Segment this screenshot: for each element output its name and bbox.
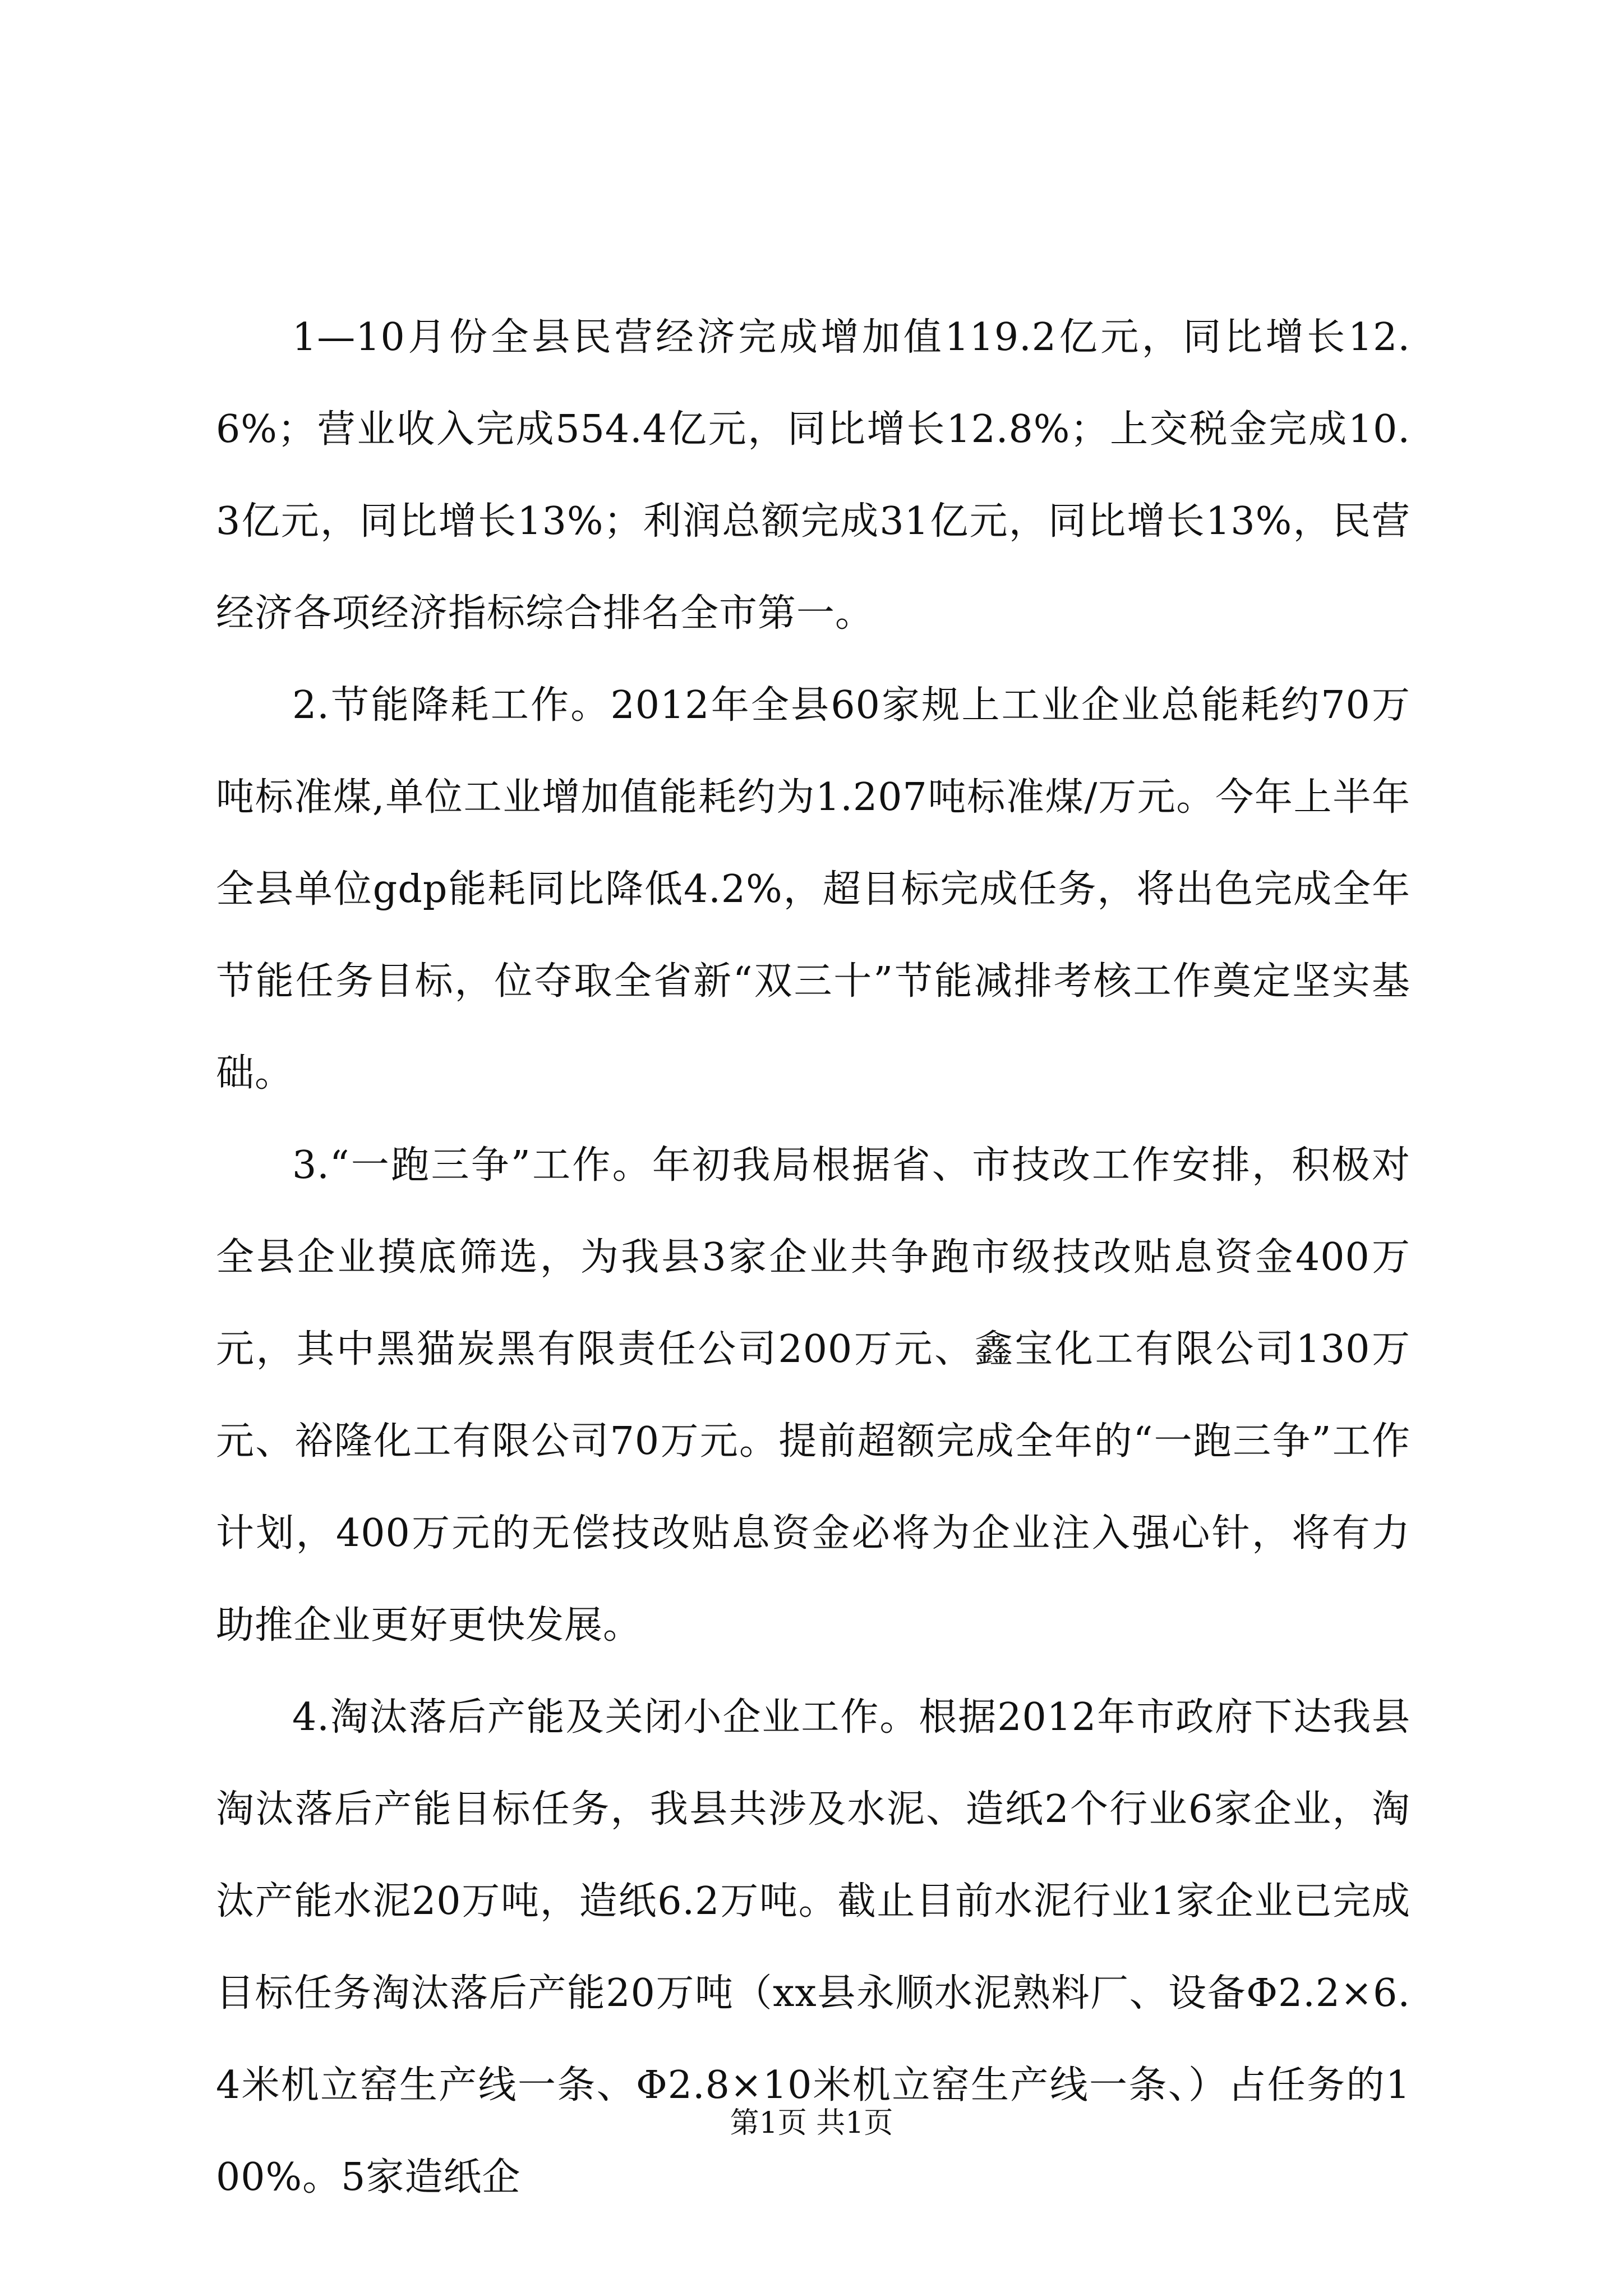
paragraph-2: 2.节能降耗工作。2012年全县60家规上工业企业总能耗约70万吨标准煤,单位工业增加值能耗约为1.207吨标准煤/万元。今年上半年全县单位gdp能耗同比降低4.2%，超目标完成任务，将出色完成全年节能任务目标，位夺取全省新“双三十”节能减排考核工作奠定坚实基础。	[216, 683, 1410, 1096]
paragraph-1: 1—10月份全县民营经济完成增加值119.2亿元，同比增长12.6%；营业收入完成554.4亿元，同比增长12.8%；上交税金完成10.3亿元，同比增长13%；利润总额完成31亿元，同比增长13%，民营经济各项经济指标综合排名全市第一。	[216, 315, 1410, 636]
paragraph-3: 3.“一跑三争”工作。年初我局根据省、市技改工作安排，积极对全县企业摸底筛选，为我县3家企业共争跑市级技改贴息资金400万元，其中黑猫炭黑有限责任公司200万元、鑫宝化工有限公司130万元、裕隆化工有限公司70万元。提前超额完成全年的“一跑三争”工作计划，400万元的无偿技改贴息资金必将为企业注入强心针，将有力助推企业更好更快发展。	[216, 1143, 1410, 1648]
paragraph-4: 4.淘汰落后产能及关闭小企业工作。根据2012年市政府下达我县淘汰落后产能目标任务，我县共涉及水泥、造纸2个行业6家企业，淘汰产能水泥20万吨，造纸6.2万吨。截止目前水泥行业1家企业已完成目标任务淘汰落后产能20万吨（xx县永顺水泥熟料厂、设备Φ2.2×6.4米机立窑生产线一条、Φ2.8×10米机立窑生产线一条、）占任务的100%。5家造纸企	[216, 1695, 1410, 2200]
page-footer: 第1页 共1页	[730, 2106, 893, 2140]
document-body	[216, 292, 1410, 2224]
